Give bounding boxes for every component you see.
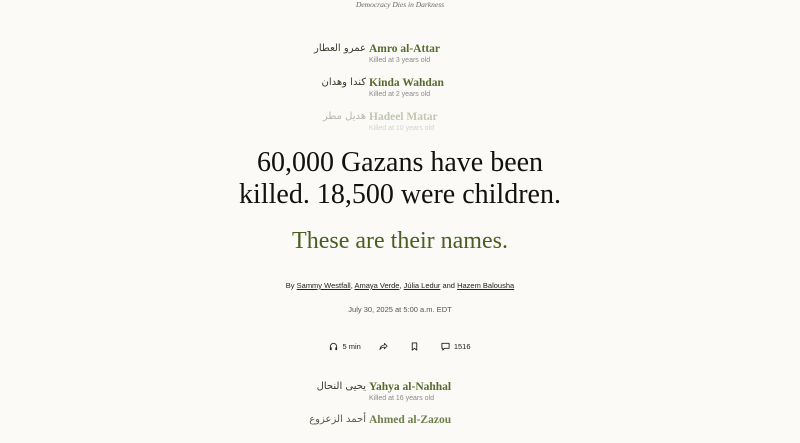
byline-and: and: [442, 281, 455, 290]
byline: [0, 281, 800, 290]
comment-count: 1516: [453, 342, 471, 351]
age-at-death: Killed at 16 years old: [369, 395, 434, 402]
save-button[interactable]: [410, 342, 423, 351]
name-entry: [0, 42, 800, 72]
author-link[interactable]: Amaya Verde: [354, 281, 400, 290]
comments-button[interactable]: [441, 342, 471, 351]
headline-line-2: killed. 18,500 were children.: [239, 179, 561, 210]
child-name: Kinda Wahdan: [369, 77, 444, 89]
separator: ,: [399, 281, 402, 290]
headphones-icon: [329, 342, 338, 351]
child-name: Hadeel Matar: [369, 111, 438, 123]
arabic-name: يحيى النحال: [316, 381, 366, 392]
age-at-death: Killed at 3 years old: [369, 57, 431, 64]
age-at-death: Killed at 10 years old: [369, 125, 434, 132]
author-link[interactable]: Júlia Ledur: [403, 281, 441, 290]
byline-prefix: By: [285, 281, 295, 290]
author-link[interactable]: Sammy Westfall: [296, 281, 351, 290]
arabic-name: أحمد الزعزوع: [309, 414, 366, 425]
masthead-tagline: Democracy Dies in Darkness: [355, 0, 445, 9]
age-at-death: Killed at 2 years old: [369, 91, 431, 98]
arabic-name: كندا وهدان: [321, 77, 366, 88]
headline-line-1: 60,000 Gazans have been: [256, 147, 544, 178]
child-name: Amro al-Attar: [369, 43, 440, 55]
separator: ,: [350, 281, 353, 290]
publish-date: July 30, 2025 at 5:00 a.m. EDT: [348, 305, 452, 314]
child-name: Yahya al-Nahhal: [369, 381, 452, 393]
name-entry: [0, 110, 800, 140]
comment-icon: [441, 342, 450, 351]
arabic-name: هديل مطر: [322, 111, 366, 122]
name-entry: [0, 413, 800, 443]
share-icon: [379, 342, 388, 351]
share-button[interactable]: [379, 342, 392, 351]
author-link[interactable]: Hazem Balousha: [457, 281, 515, 290]
article-tools: [0, 342, 800, 351]
listen-button[interactable]: [329, 342, 360, 351]
child-name: Ahmed al-Zazou: [369, 414, 452, 426]
arabic-name: عمرو العطار: [313, 43, 366, 54]
listen-duration: 5 min: [342, 342, 361, 351]
subheadline: These are their names.: [292, 228, 508, 254]
headline: [0, 147, 800, 211]
name-entry: [0, 380, 800, 410]
name-entry: [0, 76, 800, 106]
bookmark-icon: [410, 342, 419, 351]
